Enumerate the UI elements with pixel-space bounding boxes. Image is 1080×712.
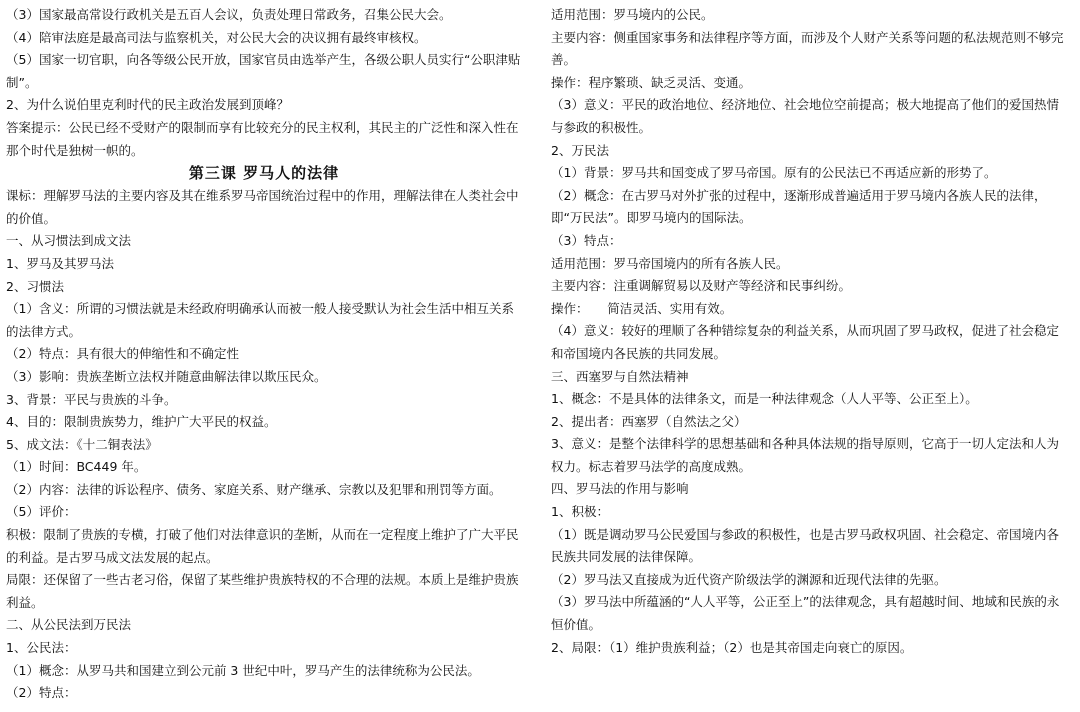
paragraph: （2）特点：具有很大的伸缩性和不确定性 bbox=[6, 346, 239, 362]
paragraph: （4）意义：较好的理顺了各种错综复杂的利益关系，从而巩固了罗马政权，促进了社会稳定和帝国境内各民族的共同发展。 bbox=[551, 323, 1059, 361]
paragraph: （2）特点： bbox=[6, 685, 77, 701]
paragraph: 4、目的：限制贵族势力，维护广大平民的权益。 bbox=[6, 414, 277, 430]
paragraph: （4）陪审法庭是最高司法与监察机关，对公民大会的决议拥有最终审核权。 bbox=[6, 29, 427, 45]
paragraph: 2、万民法 bbox=[551, 142, 609, 158]
paragraph: 2、习惯法 bbox=[6, 278, 64, 294]
paragraph: 适用范围：罗马帝国境内的所有各族人民。 bbox=[551, 255, 789, 271]
right-column bbox=[551, 4, 1065, 659]
paragraph: （1）既是调动罗马公民爱国与参政的积极性，也是古罗马政权巩固、社会稳定、帝国境内各民族共同发展的法律保障。 bbox=[551, 526, 1059, 565]
section-heading: 三、西塞罗与自然法精神 bbox=[551, 368, 689, 384]
paragraph: 2、提出者：西塞罗（自然法之父） bbox=[551, 413, 747, 429]
section-heading: 四、罗马法的作用与影响 bbox=[551, 481, 689, 497]
question: 2、为什么说伯里克利时代的民主政治发展到顶峰？ bbox=[6, 97, 289, 113]
paragraph: 主要内容：注重调解贸易以及财产等经济和民事纠纷。 bbox=[551, 278, 852, 294]
paragraph: 1、罗马及其罗马法 bbox=[6, 255, 114, 271]
paragraph: 3、意义：是整个法律科学的思想基础和各种具体法规的指导原则，它高于一切人定法和人为权力。标志着罗马法学的高度成熟。 bbox=[551, 436, 1059, 474]
paragraph: （3）意义：平民的政治地位、经济地位、社会地位空前提高；极大地提高了他们的爱国热情与参政的积极性。 bbox=[551, 97, 1059, 135]
paragraph: 1、概念：不是具体的法律条文，而是一种法律观念（人人平等、公正至上）。 bbox=[551, 391, 978, 407]
paragraph: （3）影响：贵族垄断立法权并随意曲解法律以欺压民众。 bbox=[6, 368, 327, 384]
paragraph: （2）概念：在古罗马对外扩张的过程中，逐渐形成普遍适用于罗马境内各族人民的法律，即“万民法”。即罗马境内的国际法。 bbox=[551, 187, 1047, 226]
paragraph: （3）特点： bbox=[551, 232, 622, 248]
section-heading: 二、从公民法到万民法 bbox=[6, 617, 132, 633]
paragraph: 操作：程序繁琐、缺乏灵活、变通。 bbox=[551, 74, 752, 90]
paragraph: 3、背景：平民与贵族的斗争。 bbox=[6, 391, 177, 407]
paragraph: 操作： 简洁灵活、实用有效。 bbox=[551, 300, 733, 316]
paragraph: 适用范围：罗马境内的公民。 bbox=[551, 7, 714, 22]
paragraph: （2）罗马法又直接成为近代资产阶级法学的渊源和近现代法律的先驱。 bbox=[551, 571, 947, 587]
paragraph: （2）内容：法律的诉讼程序、债务、家庭关系、财产继承、宗教以及犯罪和刑罚等方面。 bbox=[6, 481, 502, 497]
paragraph: （5）评价： bbox=[6, 504, 77, 520]
answer-hint: 答案提示：公民已经不受财产的限制而享有比较充分的民主权利，其民主的广泛性和深入性在那个时代是独树一帜的。 bbox=[6, 119, 519, 158]
paragraph: （1）背景：罗马共和国变成了罗马帝国。原有的公民法已不再适应新的形势了。 bbox=[551, 165, 997, 181]
paragraph: （3）国家最高常设行政机关是五百人会议，负责处理日常政务，召集公民大会。 bbox=[6, 7, 452, 22]
curriculum-standard: 课标：理解罗马法的主要内容及其在维系罗马帝国统治过程中的作用，理解法律在人类社会中的价值。 bbox=[6, 188, 519, 226]
paragraph: 主要内容：侧重国家事务和法律程序等方面，而涉及个人财产关系等问题的私法规范则不够完善。 bbox=[551, 29, 1064, 68]
paragraph: 局限：还保留了一些古老习俗，保留了某些维护贵族特权的不合理的法规。本质上是维护贵族利益。 bbox=[6, 572, 519, 610]
left-column bbox=[6, 4, 522, 705]
paragraph: （1）概念：从罗马共和国建立到公元前 3 世纪中叶，罗马产生的法律统称为公民法。 bbox=[6, 662, 480, 678]
paragraph: 5、成文法：《十二铜表法》 bbox=[6, 436, 158, 452]
section-heading: 一、从习惯法到成文法 bbox=[6, 233, 132, 249]
paragraph: （1）时间：BC449 年。 bbox=[6, 459, 147, 475]
paragraph: 积极：限制了贵族的专横，打破了他们对法律意识的垄断，从而在一定程度上维护了广大平民的利益。是古罗马成文法发展的起点。 bbox=[6, 527, 519, 565]
paragraph: （3）罗马法中所蕴涵的“人人平等，公正至上”的法律观念，具有超越时间、地域和民族的永恒价值。 bbox=[551, 594, 1060, 633]
paragraph: （1）含义：所谓的习惯法就是未经政府明确承认而被一般人接受默认为社会生活中相互关系的法律方式。 bbox=[6, 301, 514, 339]
paragraph: （5）国家一切官职，向各等级公民开放，国家官员由选举产生，各级公职人员实行“公职津贴制”。 bbox=[6, 52, 521, 90]
paragraph: 1、积极： bbox=[551, 504, 609, 520]
paragraph: 2、局限：（1）维护贵族利益；（2）也是其帝国走向衰亡的原因。 bbox=[551, 639, 913, 655]
paragraph: 1、公民法： bbox=[6, 640, 77, 656]
lesson-title: 第三课 罗马人的法律 bbox=[188, 164, 340, 183]
